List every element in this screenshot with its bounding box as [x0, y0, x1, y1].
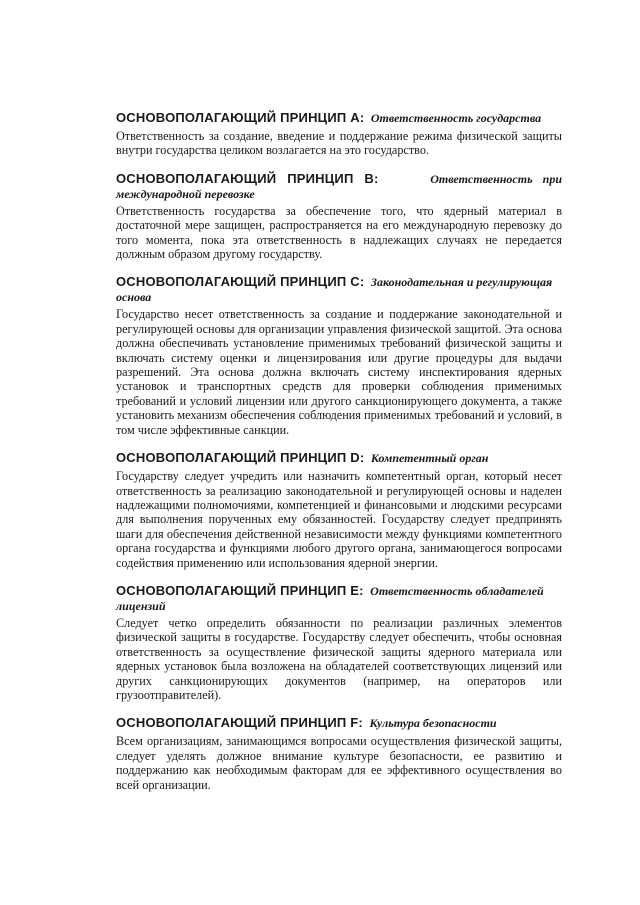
principle-b-section	[116, 171, 562, 262]
principle-e-heading	[116, 583, 562, 599]
principle-f-section	[116, 715, 562, 792]
principle-b-label: ОСНОВОПОЛАГАЮЩИЙ ПРИНЦИП B:	[116, 170, 379, 186]
principle-d-heading	[116, 450, 562, 466]
principle-b-subtitle: Ответственность при	[430, 171, 563, 186]
principle-e-subtitle-cont: лицензий	[116, 598, 166, 613]
document-page	[116, 110, 562, 805]
principle-e-section	[116, 583, 562, 702]
principle-e-text: Следует четко определить обязанности по реализации различных элементов физической защиты в государстве. Государству следует обеспечить, чтобы основная ответственность за осуществление физической защиты ядерного материала или ядерных установок была возложена на обладателей соответствующих лицензий или других санкционирующих документов (например, на операторов или грузоотправителей).	[116, 615, 562, 702]
principle-e-subtitle: Ответственность обладателей	[370, 583, 544, 598]
principle-f-heading	[116, 715, 562, 731]
principle-d-label: ОСНОВОПОЛАГАЮЩИЙ ПРИНЦИП D:	[116, 450, 365, 466]
principle-a-heading	[116, 110, 562, 126]
principle-e-heading-cont	[116, 599, 562, 613]
principle-c-heading	[116, 274, 562, 290]
principle-a-subtitle: Ответственность государства	[370, 111, 542, 125]
principle-c-label: ОСНОВОПОЛАГАЮЩИЙ ПРИНЦИП C:	[116, 274, 365, 290]
principle-c-heading-cont	[116, 290, 562, 304]
principle-c-subtitle: Законодательная и регулирующая	[370, 275, 553, 290]
principle-e-label: ОСНОВОПОЛАГАЮЩИЙ ПРИНЦИП E:	[116, 582, 364, 598]
principle-c-subtitle-cont: основа	[116, 290, 152, 305]
principle-b-heading-cont	[116, 187, 562, 201]
principle-f-label: ОСНОВОПОЛАГАЮЩИЙ ПРИНЦИП F:	[116, 715, 363, 731]
principle-d-subtitle: Компетентный орган	[370, 451, 489, 466]
principle-f-subtitle: Культура безопасности	[369, 716, 497, 731]
principle-b-text: Ответственность государства за обеспечение того, что ядерный материал в достаточной мере защищен, распространяется на его международную перевозку до того момента, пока эта ответственность в надлежащих случаях не передается должным образом другому государству.	[116, 203, 562, 262]
principle-c-text: Государство несет ответственность за создание и поддержание законодательной и регулирующей основы для организации управления физической защитой. Эта основа должна обеспечивать установление применимых требований физической защиты и включать систему оценки и лицензирования или другие процедуры для выдачи разрешений. Эта основа должна включать систему инспектирования ядерных установок и транспортных средств для проверки соблюдения применимых требований и условий лицензии или другого санкционирующего документа, а также установить механизм обеспечения соблюдения применимых требований и условий, в том числе эффективные санкции.	[116, 307, 562, 437]
principle-a-label: ОСНОВОПОЛАГАЮЩИЙ ПРИНЦИП A:	[116, 110, 365, 125]
principle-b-heading	[116, 171, 562, 187]
principle-d-text: Государству следует учредить или назначить компетентный орган, который несет ответственность за реализацию законодательной и регулирующей основы и наделен надлежащими полномочиями, компетенцией и финансовыми и людскими ресурсами для выполнения порученных ему обязанностей. Государству следует предпринять шаги для обеспечения действенной независимости между функциями компетентного органа государства и функциями любого другого органа, занимающегося вопросами содействия применению или использования ядерной энергии.	[116, 469, 562, 570]
principle-a-text: Ответственность за создание, введение и поддержание режима физической защиты внутри государства целиком возлагается на это государство.	[116, 129, 562, 158]
principle-f-text: Всем организациям, занимающимся вопросами осуществления физической защиты, следует уделять должное внимание культуре безопасности, ее развитию и поддержанию как необходимым факторам для ее эффективного осуществления во всей организации.	[116, 734, 562, 792]
principle-a-section	[116, 110, 562, 158]
principle-d-section	[116, 450, 562, 570]
principle-b-subtitle-cont: международной перевозке	[116, 186, 255, 201]
principle-c-section	[116, 274, 562, 437]
